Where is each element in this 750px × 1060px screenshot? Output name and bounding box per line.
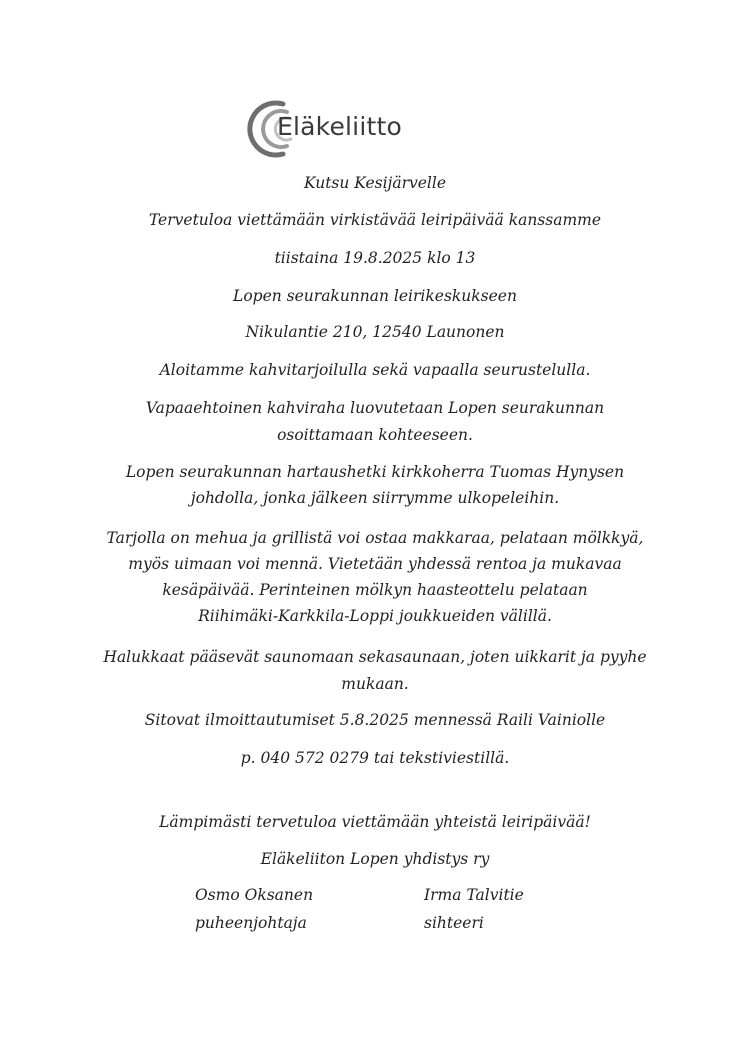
chairman-name: Osmo Oksanen xyxy=(195,886,314,904)
activities-text-line3: kesäpäivää. Perinteinen mölkyn haasteottelu pelataan xyxy=(162,581,588,599)
closing-text: Lämpimästi tervetuloa viettämään yhteistä leiripäivää! xyxy=(159,813,591,831)
activities-text-line1: Tarjolla on mehua ja grillistä voi ostaa makkaraa, pelataan mölkkyä, xyxy=(106,529,644,547)
secretary-name: Irma Talvitie xyxy=(424,886,524,904)
activities-text-line4: Riihimäki-Karkkila-Loppi joukkueiden välillä. xyxy=(198,607,552,625)
welcome-text: Tervetuloa viettämään virkistävää leiripäivää kanssamme xyxy=(148,211,602,229)
elakeliitto-logo xyxy=(243,98,433,160)
event-address: Nikulantie 210, 12540 Launonen xyxy=(245,323,505,341)
devotion-text-line2: johdolla, jonka jälkeen siirrymme ulkopeleihin. xyxy=(190,489,560,507)
organization-name: Eläkeliiton Lopen yhdistys ry xyxy=(260,850,490,868)
phone-text: p. 040 572 0279 tai tekstiviestillä. xyxy=(240,749,510,767)
devotion-text-line1: Lopen seurakunnan hartaushetki kirkkoherra Tuomas Hynysen xyxy=(125,463,625,481)
logo-text: Eläkeliitto xyxy=(277,112,402,141)
activities-text-line2: myös uimaan voi mennä. Vietetään yhdessä rentoa ja mukavaa xyxy=(128,555,622,573)
chairman-title: puheenjohtaja xyxy=(195,914,307,932)
donation-text-line2: osoittamaan kohteeseen. xyxy=(277,426,473,444)
sauna-text-line1: Halukkaat pääsevät saunomaan sekasaunaan, joten uikkarit ja pyyhe xyxy=(103,648,647,666)
coffee-text: Aloitamme kahvitarjoilulla sekä vapaalla seurustelulla. xyxy=(159,361,591,379)
registration-text: Sitovat ilmoittautumiset 5.8.2025 mennessä Raili Vainiolle xyxy=(144,711,606,729)
event-venue: Lopen seurakunnan leirikeskukseen xyxy=(233,287,517,305)
donation-text-line1: Vapaaehtoinen kahviraha luovutetaan Lopen seurakunnan xyxy=(145,399,605,417)
secretary-title: sihteeri xyxy=(424,914,484,932)
sauna-text-line2: mukaan. xyxy=(341,675,409,693)
invitation-title: Kutsu Kesijärvelle xyxy=(303,174,447,192)
event-date-time: tiistaina 19.8.2025 klo 13 xyxy=(274,249,476,267)
